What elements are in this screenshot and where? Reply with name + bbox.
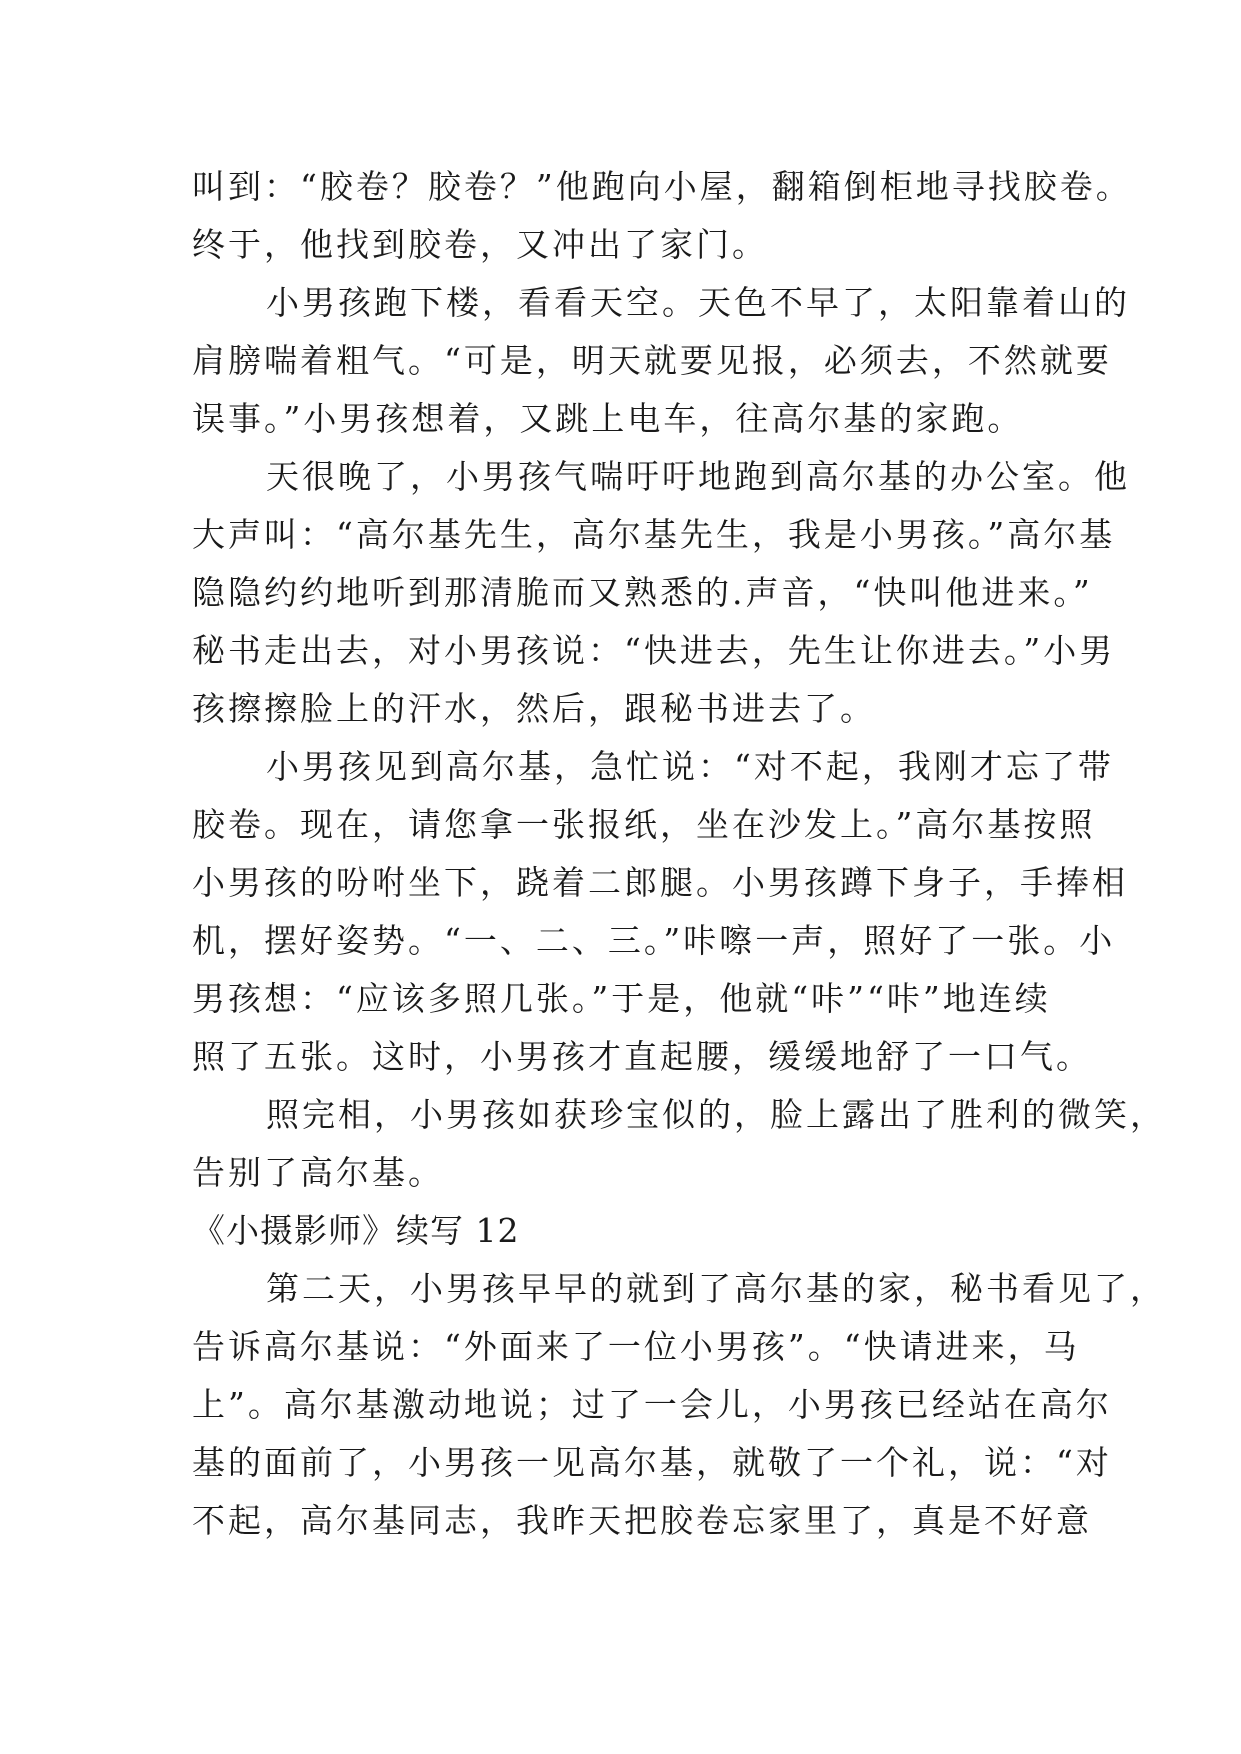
text-line: 误事。”小男孩想着，又跳上电车，往高尔基的家跑。 [192,399,1024,438]
text-line: 天很晚了，小男孩气喘吁吁地跑到高尔基的办公室。他 [266,457,1130,496]
text-line: 叫到：“胶卷？胶卷？”他跑向小屋，翻箱倒柜地寻找胶卷。 [192,167,1132,206]
document-body [192,158,1166,1550]
text-line: 肩膀喘着粗气。“可是，明天就要见报，必须去，不然就要 [192,341,1112,380]
text-line: 胶卷。现在，请您拿一张报纸，坐在沙发上。”高尔基按照 [192,805,1096,844]
text-line: 照了五张。这时，小男孩才直起腰，缓缓地舒了一口气。 [192,1037,1092,1076]
text-line: 告诉高尔基说：“外面来了一位小男孩”。“快请进来，马 [192,1327,1080,1366]
text-line: 孩擦擦脸上的汗水，然后，跟秘书进去了。 [192,689,876,728]
text-line: 第二天，小男孩早早的就到了高尔基的家，秘书看见了， [266,1269,1166,1308]
text-line: 上”。高尔基激动地说；过了一会儿，小男孩已经站在高尔 [192,1385,1112,1424]
text-line: 机，摆好姿势。“一、二、三。”咔嚓一声，照好了一张。小 [192,921,1116,960]
text-line: 男孩想：“应该多照几张。”于是，他就“咔”“咔”地连续 [192,979,1051,1018]
text-line: 秘书走出去，对小男孩说：“快进去，先生让你进去。”小男 [192,631,1116,670]
text-line: 基的面前了，小男孩一见高尔基，就敬了一个礼，说：“对 [192,1443,1112,1482]
text-line: 终于，他找到胶卷，又冲出了家门。 [192,225,768,264]
text-line: 小男孩跑下楼，看看天空。天色不早了，太阳靠着山的 [266,283,1130,322]
text-line: 不起，高尔基同志，我昨天把胶卷忘家里了，真是不好意 [192,1501,1092,1540]
text-line: 照完相，小男孩如获珍宝似的，脸上露出了胜利的微笑， [266,1095,1166,1134]
text-line: 告别了高尔基。 [192,1153,444,1192]
section-heading: 《小摄影师》续写 12 [192,1211,520,1250]
text-line: 小男孩见到高尔基，急忙说：“对不起，我刚才忘了带 [266,747,1114,786]
text-line: 小男孩的吩咐坐下，跷着二郎腿。小男孩蹲下身子，手捧相 [192,863,1128,902]
text-line: 大声叫：“高尔基先生，高尔基先生，我是小男孩。”高尔基 [192,515,1116,554]
text-line: 隐隐约约地听到那清脆而又熟悉的.声音，“快叫他进来。” [192,573,1093,612]
